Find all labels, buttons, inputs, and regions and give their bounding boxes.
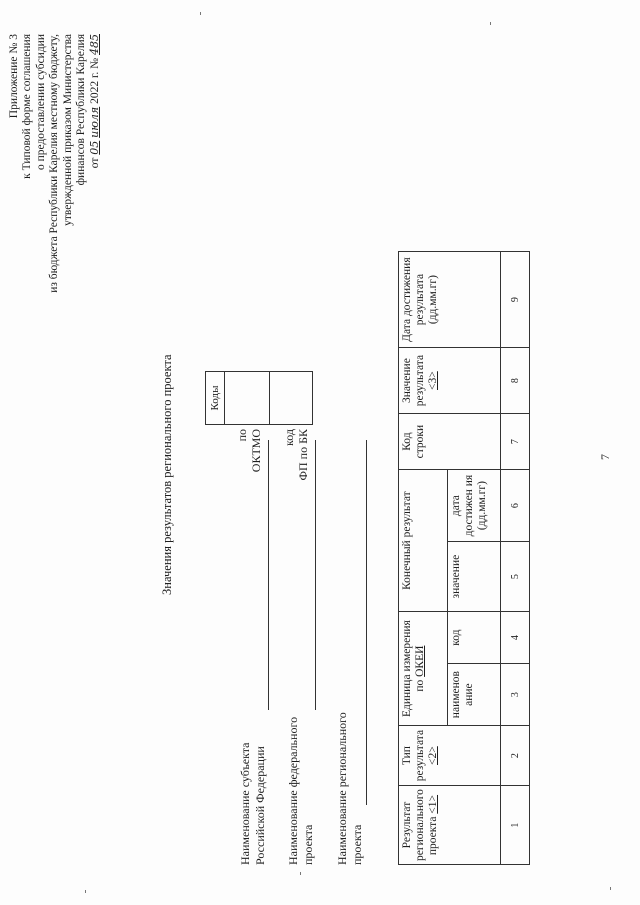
codes-oktmo-cell [225,372,270,425]
codes-header: Коды [206,372,225,425]
col-value-ref: <3> [427,371,439,390]
po-text: по [235,429,249,442]
annotation-line-5: утвержденной приказом Министерства [61,34,74,226]
annotation-line-3: о предоставлении субсидии [34,34,47,171]
scan-speck [610,887,611,890]
date-year: 2022 г. № [89,57,102,104]
col-unit-group-header [399,612,448,726]
subject-fill-line [268,440,269,710]
federal-label-line-2: проекта [301,824,315,865]
col-final-value-header: значение [448,542,501,612]
table-header-row-1 [399,252,448,865]
federal-label-line-1: Наименование федерального [286,716,300,865]
col-number-4: 4 [501,612,530,664]
appendix-annotation [8,34,103,293]
federal-fill-line [315,440,316,710]
annotation-line-2: к Типовой форме соглашения [21,34,34,179]
scan-speck [490,22,491,25]
subject-label [238,743,268,866]
codes-box [205,371,313,425]
regional-fill-line [366,440,367,805]
annotation-date-line [88,34,102,293]
col-number-5: 5 [501,542,530,612]
date-prefix: от [89,157,102,169]
col-final-date-header: дата достижен ия (дд.мм.гг) [448,470,501,542]
col-result-header [399,786,501,865]
regional-label-line-2: проекта [350,824,364,865]
regional-label-line-1: Наименование регионального [335,712,349,865]
col-number-8: 8 [501,348,530,414]
col-value-text: Значение результата [401,354,426,407]
col-number-1: 1 [501,786,530,865]
codes-fp-bk-cell [270,372,313,425]
col-unit-text: Единица измерения по [401,620,426,718]
oktmo-label [235,429,263,497]
col-value-header [399,348,501,414]
col-type-header [399,726,501,786]
col-number-2: 2 [501,726,530,786]
column-number-row [501,252,530,865]
date-month-handwritten: июля [88,106,102,138]
date-day-handwritten: 05 [88,140,102,155]
document-title: Значения результатов регионального проекта [160,354,174,595]
regional-project-label [335,712,365,865]
col-unit-name-header: наименов ание [448,664,501,726]
col-date-header: Дата достижения результата (дд.мм.гг) [399,252,501,348]
col-number-7: 7 [501,414,530,470]
col-number-6: 6 [501,470,530,542]
oktmo-text: ОКТМО [249,429,263,473]
fp-bk-text: ФП по БК [296,429,310,481]
results-table [398,251,530,865]
subject-label-line-1: Наименование субъекта [238,742,252,865]
annotation-line-4: из бюджета Республики Карелия местному бюджету, [48,34,61,293]
col-result-ref: <1> [427,794,439,814]
annotation-line-6: финансов Республики Карелия [75,34,88,186]
col-number-3: 3 [501,664,530,726]
scan-speck [85,890,86,893]
col-unit-code-header: код [448,612,501,664]
scan-speck [200,12,201,15]
col-type-ref: <2> [427,746,439,765]
fp-bk-label [282,429,310,497]
col-final-group-header: Конечный результат [399,470,448,612]
subject-label-line-2: Российской Федерации [253,746,267,865]
col-type-text: Тип результата [401,729,426,782]
col-row-code-header: Код строки [399,414,501,470]
col-number-9: 9 [501,252,530,348]
col-result-text: Результат регионального проекта [401,789,439,861]
order-number-handwritten: 485 [88,34,102,55]
kod-text: код [282,429,296,446]
page-number: 7 [598,454,612,460]
scan-speck [300,872,301,875]
annotation-line-1: Приложение № 3 [8,34,20,119]
federal-project-label [286,717,316,865]
col-unit-okei: ОКЕИ [414,645,426,677]
